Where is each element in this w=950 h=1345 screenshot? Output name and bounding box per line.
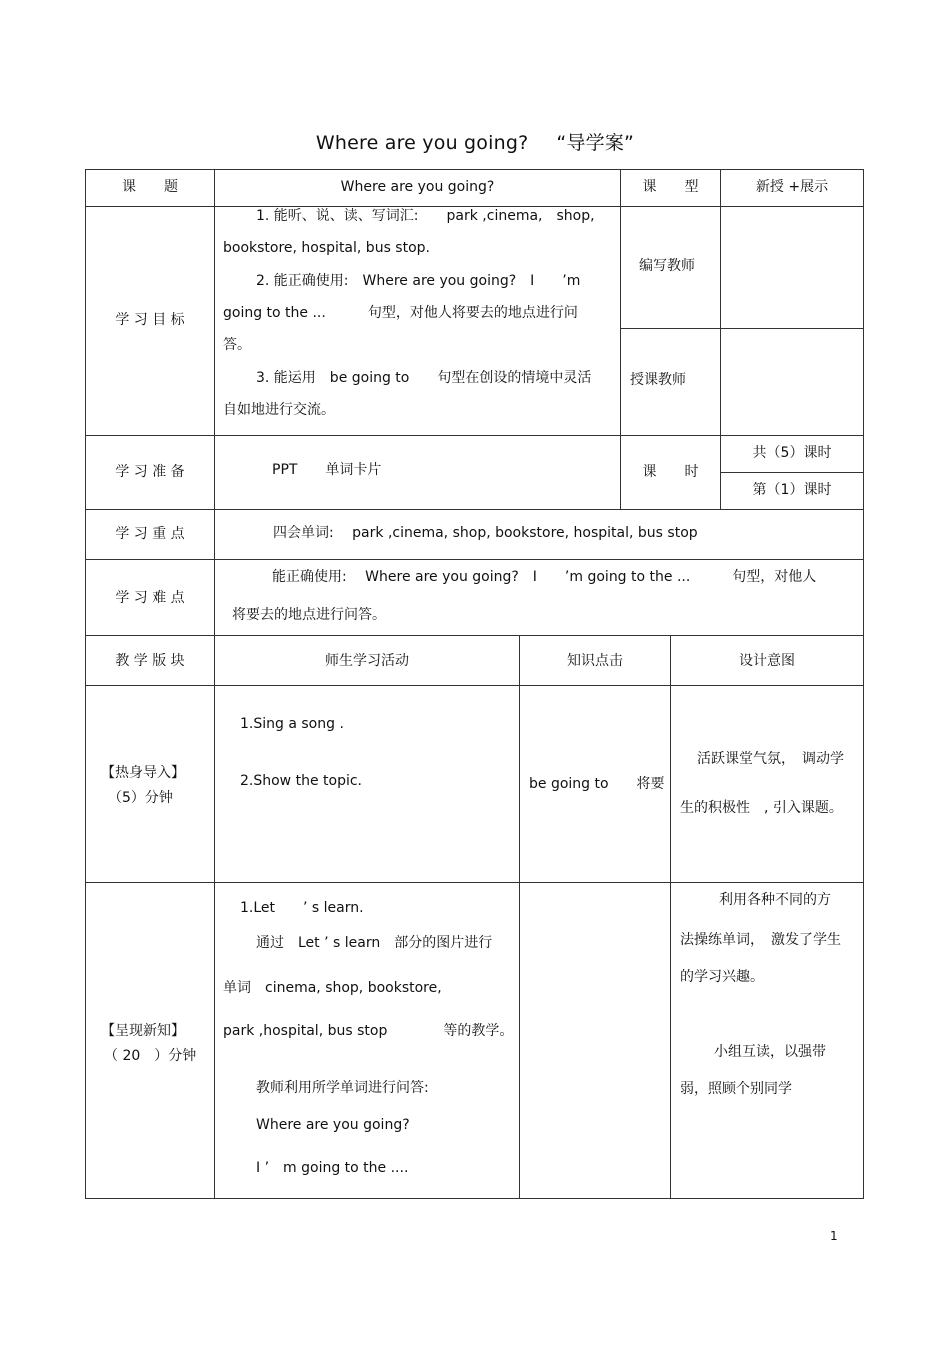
page-title [0,128,950,155]
goal-line-3: 2. 能正确使用: Where are you going? I ’m [256,273,581,289]
total-periods: 共（5）课时 [752,445,832,461]
goal-line-4: going to the ... 句型，对他人将要去的地点进行问 [223,305,578,321]
col-block: 教 学 版 块 [115,653,185,669]
warmup-knowledge: be going to 将要 [529,776,665,792]
present-label: 【呈现新知】 [101,1023,185,1039]
present-intent-4: 小组互读，以强带 [714,1044,826,1060]
goal-line-5: 答。 [223,337,251,353]
cell-present-knowledge [519,882,671,1199]
col-intent: 设计意图 [739,653,795,669]
present-intent-1: 利用各种不同的方 [719,892,831,908]
difficulty-line-2: 将要去的地点进行问答。 [232,607,386,623]
editor-label: 编写教师 [639,258,695,274]
ke-ti-label: 课 题 [122,179,178,195]
present-activity-3: 单词 cinema, shop, bookstore, [223,980,442,996]
goal-line-1: 1. 能听、说、读、写词汇: park ,cinema, shop, [256,208,595,224]
difficulty-label: 学 习 难 点 [115,590,185,606]
warmup-intent-1: 活跃课堂气氛， 调动学 [697,751,844,767]
present-intent-5: 弱，照顾个别同学 [680,1081,792,1097]
warmup-intent-2: 生的积极性 , 引入课题。 [680,800,843,816]
cell-editor-value [720,206,864,329]
key-label: 学 习 重 点 [115,526,185,542]
page-number: 1 [830,1229,838,1243]
cell-present-activity [214,882,520,1199]
present-activity-1: 1.Let ’ s learn. [240,900,364,916]
present-activity-7: I ’ m going to the .... [256,1160,409,1176]
cell-warmup-label [85,685,215,883]
present-activity-2: 通过 Let ’ s learn 部分的图片进行 [256,935,493,951]
current-period: 第（1）课时 [752,482,832,498]
warmup-time: （5）分钟 [108,790,173,806]
difficulty-line-1: 能正确使用: Where are you going? I ’m going to the ... 句型，对他人 [272,569,817,585]
present-activity-6: Where are you going? [256,1117,410,1133]
present-time: （ 20 ）分钟 [104,1048,197,1064]
col-activity: 师生学习活动 [325,653,409,669]
goal-line-7: 自如地进行交流。 [223,402,335,418]
prep-value: PPT 单词卡片 [272,462,382,478]
warmup-activity-1: 1.Sing a song . [240,716,344,732]
title-en: Where are you going? [315,132,529,154]
ke-xing-label: 课 型 [642,179,699,195]
title-zh: “导学案” [556,132,635,154]
prep-label: 学 习 准 备 [115,464,185,480]
cell-warmup-intent [670,685,864,883]
cell-present-label [85,882,215,1199]
ke-shi-label: 课 时 [642,464,699,480]
present-intent-2: 法操练单词， 激发了学生 [680,932,841,948]
present-activity-5: 教师利用所学单词进行问答: [256,1080,429,1096]
present-activity-4: park ,hospital, bus stop 等的教学。 [223,1023,514,1039]
teacher-label: 授课教师 [630,372,686,388]
warmup-activity-2: 2.Show the topic. [240,773,362,789]
goal-line-6: 3. 能运用 be going to 句型在创设的情境中灵活 [256,370,592,386]
present-intent-3: 的学习兴趣。 [680,969,764,985]
ke-xing-value: 新授 +展示 [755,179,829,195]
key-value: 四会单词: park ,cinema, shop, bookstore, hospital, bus stop [273,525,698,541]
warmup-label: 【热身导入】 [101,765,185,781]
cell-present-intent [670,882,864,1199]
cell-teacher-value [720,328,864,436]
goal-line-2: bookstore, hospital, bus stop. [223,240,430,256]
col-knowledge: 知识点击 [567,653,623,669]
ke-ti-value: Where are you going? [340,179,495,195]
goals-label: 学 习 目 标 [115,312,185,328]
